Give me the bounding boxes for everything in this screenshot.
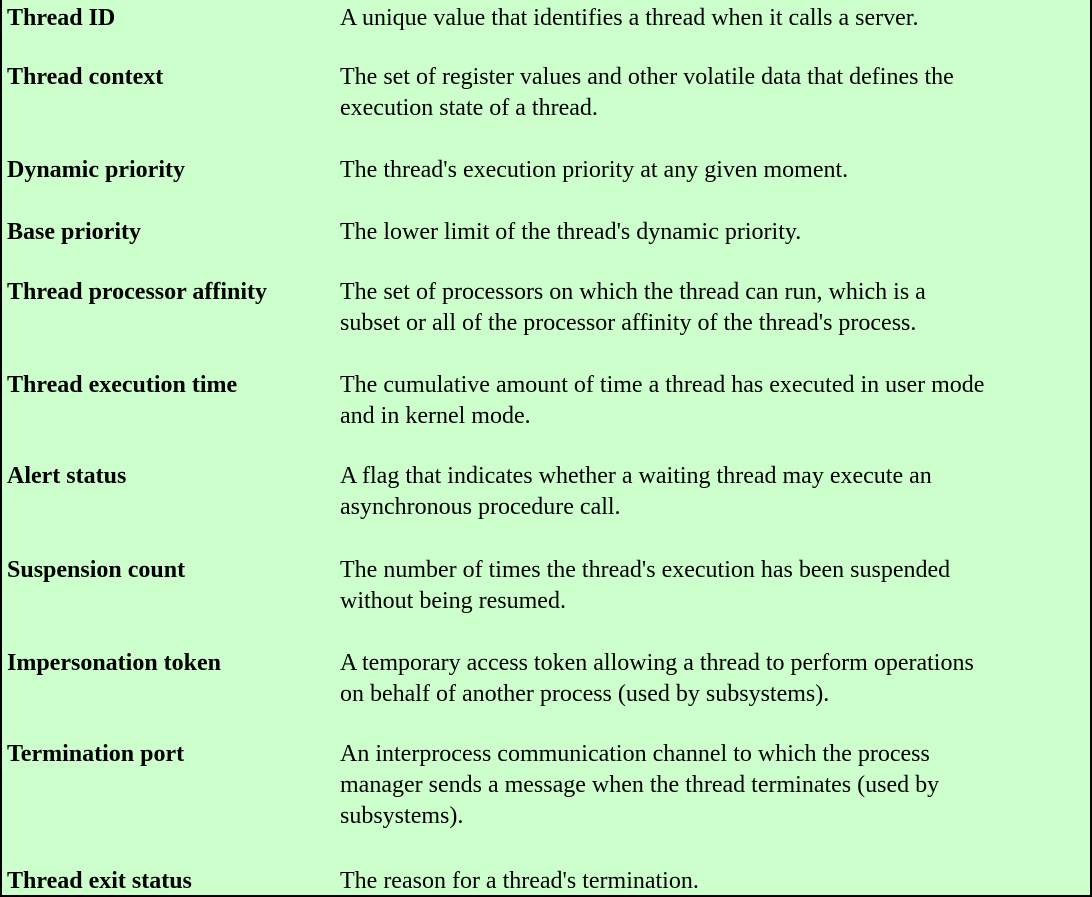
definition-line: without being resumed. (340, 588, 566, 614)
term-thread-context: Thread context (7, 64, 164, 90)
term-base-priority: Base priority (7, 219, 141, 245)
definition-line: The thread's execution priority at any given moment. (340, 157, 849, 183)
definition-line: A flag that indicates whether a waiting thread may execute an (340, 463, 932, 489)
definition-line: The cumulative amount of time a thread has executed in user mode (340, 372, 985, 398)
definition-termination-port (340, 739, 1092, 832)
definition-base-priority (340, 217, 1092, 248)
definition-thread-exit-status (340, 866, 1092, 897)
definition-line: manager sends a message when the thread terminates (used by (340, 772, 940, 798)
term-thread-processor-affinity: Thread processor affinity (7, 279, 268, 305)
definition-line: The set of processors on which the thread can run, which is a (340, 279, 926, 305)
definition-line: An interprocess communication channel to which the process (340, 741, 930, 767)
term-thread-execution-time: Thread execution time (7, 372, 238, 398)
definition-line: subset or all of the processor affinity of the thread's process. (340, 310, 917, 336)
term-thread-exit-status: Thread exit status (7, 868, 192, 894)
definition-line: A temporary access token allowing a thread to perform operations (340, 650, 974, 676)
definition-thread-context (340, 62, 1092, 124)
definition-thread-id (340, 3, 1092, 34)
definition-line: The set of register values and other volatile data that defines the (340, 64, 954, 90)
term-dynamic-priority: Dynamic priority (7, 157, 185, 183)
definition-alert-status (340, 461, 1092, 523)
definition-line: The lower limit of the thread's dynamic priority. (340, 219, 802, 245)
definition-suspension-count (340, 555, 1092, 617)
term-alert-status: Alert status (7, 463, 127, 489)
definition-line: on behalf of another process (used by subsystems). (340, 681, 830, 707)
definition-thread-processor-affinity (340, 277, 1092, 339)
term-suspension-count: Suspension count (7, 557, 186, 583)
term-impersonation-token: Impersonation token (7, 650, 222, 676)
definition-line: A unique value that identifies a thread when it calls a server. (340, 5, 919, 31)
term-termination-port: Termination port (7, 741, 185, 767)
definition-line: and in kernel mode. (340, 403, 531, 429)
definition-line: subsystems). (340, 803, 464, 829)
definition-line: The number of times the thread's execution has been suspended (340, 557, 951, 583)
term-thread-id: Thread ID (7, 5, 116, 31)
definition-dynamic-priority (340, 155, 1092, 186)
definition-line: asynchronous procedure call. (340, 494, 621, 520)
definition-impersonation-token (340, 648, 1092, 710)
definition-line: The reason for a thread's termination. (340, 868, 699, 894)
definition-line: execution state of a thread. (340, 95, 598, 121)
definition-thread-execution-time (340, 370, 1092, 432)
